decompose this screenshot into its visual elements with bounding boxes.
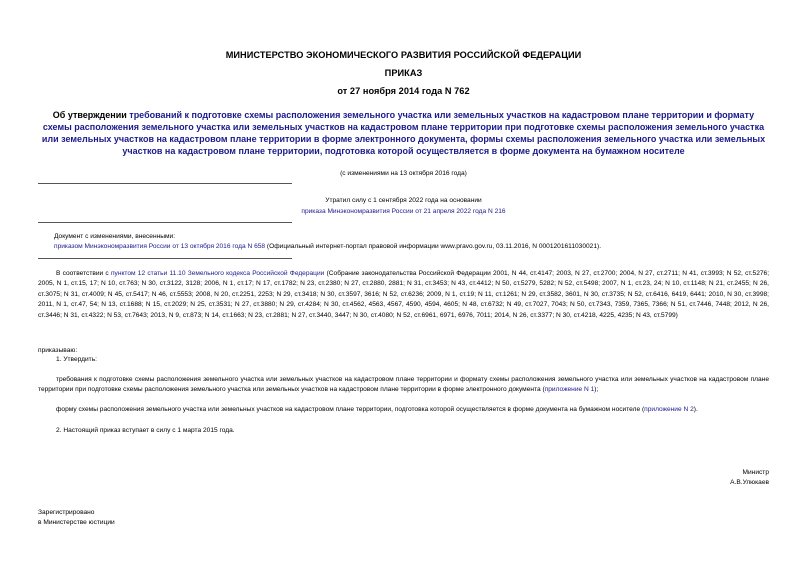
- expired-link[interactable]: приказа Минэкономразвития России от 21 апреля 2022 года N 216: [301, 208, 506, 215]
- divider: [38, 222, 292, 223]
- order-item-2: 2. Настоящий приказ вступает в силу с 1 марта 2015 года.: [56, 427, 235, 434]
- amended-note: (с изменениями на 13 октября 2016 года): [340, 170, 467, 177]
- document-title: [38, 109, 769, 157]
- divider: [38, 258, 292, 259]
- appendix-2-link[interactable]: приложение N 2: [644, 406, 694, 413]
- form-text: форму схемы расположения земельного участка или земельных участков на кадастровом плане территории, подготовка которой осуществляется в форме документа на бумажном носителе (: [56, 406, 645, 413]
- basis-paragraph: [38, 269, 769, 321]
- appendix-1-link[interactable]: приложение N 1: [544, 386, 595, 394]
- title-prefix: Об утверждении: [52, 110, 130, 120]
- order-word: приказываю:: [38, 347, 78, 354]
- signature-name: А.В.Улюкаев: [730, 479, 769, 486]
- amendments-link[interactable]: приказом Минэкономразвития России от 13 октября 2016 года N 658: [54, 243, 266, 250]
- date-number-heading: от 27 ноября 2014 года N 762: [337, 86, 470, 96]
- registration-line-2: в Министерстве юстиции: [38, 519, 115, 526]
- amendments-line: [54, 242, 769, 252]
- order-item-1: 1. Утвердить:: [56, 356, 97, 363]
- amendments-heading: Документ с изменениями, внесенными:: [54, 233, 176, 240]
- registration-line-1: Зарегистрировано: [38, 509, 95, 516]
- title-link[interactable]: требований к подготовке схемы расположения земельного участка или земельных участков на кадастровом плане территории и формату схемы расположения земельного участка или земельных участков на кадастровом плане территории при подготовке схемы расположения земельного участка или земельных участков на кадастровом плане территории в форме электронного документа, формы схемы расположения земельного участка или земельных участков на кадастровом плане территории, подготовка которой осуществляется в форме документа на бумажном носителе: [41, 110, 766, 156]
- expired-note: Утратил силу с 1 сентября 2022 года на основании: [325, 197, 482, 204]
- amendments-rest: (Официальный интернет-портал правовой информации www.pravo.gov.ru, 03.11.2016, N 0001201611030021).: [265, 243, 602, 250]
- ministry-heading: МИНИСТЕРСТВО ЭКОНОМИЧЕСКОГО РАЗВИТИЯ РОССИЙСКОЙ ФЕДЕРАЦИИ: [225, 50, 582, 60]
- requirements-paragraph: [38, 375, 769, 396]
- basis-prefix: В соответствии с: [56, 270, 111, 277]
- basis-rest: (Собрание законодательства Российской Федерации 2001, N 44, ст.4147; 2003, N 27, ст.2700; 2004, N 27, ст.2711; N 41, ст.3993; N 52, ст.5276; 2005, N 1, ст.15, 17; N 10, ст.763; N 30, ст.3122, 3128; 2006, N 1, ст.17; N 17, ст.1782; N 23, ст.2380; N 27, ст.2880, 2881; N 31, ст.3453; N 43, ст.4412; N 50, ст.5279, 5282; N 52, ст.5498; 2007, N 1, ст.23, 24; N 10, ст.1148; N 21, ст.2455; N 26, ст.3075; N 31, ст.4009; N 45, ст.5417; N 46, ст.5553; 2008, N 20, ст.2251, 2253; N 29, ст.3418; N 30, ст.3597, 3616; N 52, ст.6236; 2009, N 1, ст.19; N 11, ст.1261; N 29, ст.3582, 3601, N 30, ст.3735; N 52, ст.6416, 6419, 6441; 2010, N 30, ст.3998; 2011, N 1, ст.47, 54; N 13, ст.1688; N 15, ст.2029; N 25, ст.3531; N 27, ст.3880; N 29, ст.4284; N 30, ст.4562, 4563, 4567, 4590, 4594, 4605; N 48, ст.6732; N 49, ст.7027, 7043; N 50, ст.7343, 7359, 7365, 7366; N 51, ст.7446, 7448; 2012, N 26, ст.3446; N 31, ст.4322; N 53, ст.7643; 2013, N 9, ст.873; N 14, ст.1663; N 23, ст.2881; N 27, ст.3440, 3447; N 30, ст.4080; N 52, ст.6961, 6971, 6976, 7011; 2014, N 26, ст.3377; N 30, ст.4218, 4225, 4235; N 43, ст.5799): [38, 270, 770, 319]
- form-paragraph: [38, 405, 769, 415]
- form-end: ).: [693, 406, 698, 413]
- divider: [38, 183, 292, 184]
- requirements-text: требования к подготовке схемы расположения земельного участка или земельных участков на кадастровом плане территории и формату схемы расположения земельного участка или земельных участков на кадастровом плане территории при подготовке схемы расположения земельного участка или земельных участков на кадастровом плане территории в форме электронного документа (: [38, 376, 769, 394]
- doc-type-heading: ПРИКАЗ: [384, 68, 423, 78]
- basis-link[interactable]: пунктом 12 статьи 11.10 Земельного кодекса Российской Федерации: [110, 270, 325, 277]
- signature-position: Министр: [742, 469, 769, 476]
- requirements-end: );: [594, 386, 599, 394]
